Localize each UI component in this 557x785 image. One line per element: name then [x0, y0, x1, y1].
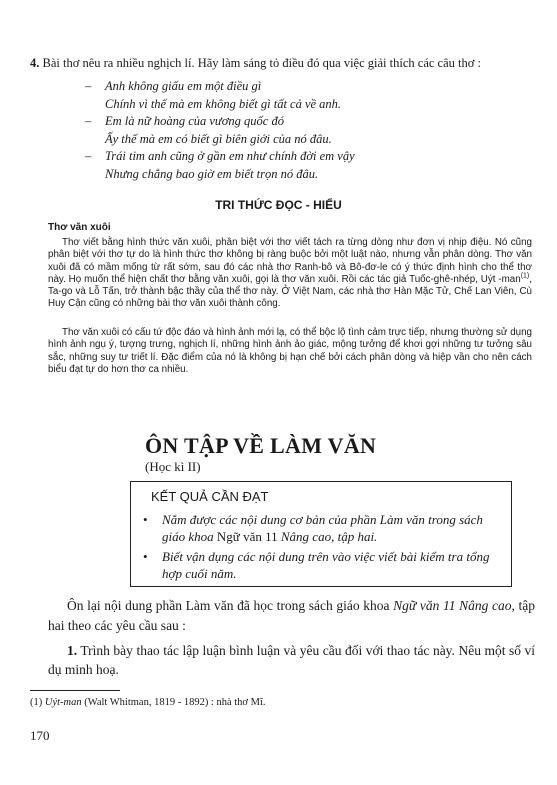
- poem-excerpt: [85, 78, 535, 184]
- semester-label: (Học kì II): [145, 459, 201, 474]
- exercise-1: [48, 641, 535, 679]
- objectives-box: [130, 481, 512, 587]
- poem-line-text: Trái tim anh cũng ở gần em như chính đời em vậy: [105, 149, 355, 164]
- lesson-title: ÔN TẬP VỀ LÀM VĂN: [145, 433, 377, 458]
- book-title: Ngữ văn 11 Nâng cao: [393, 598, 512, 613]
- poem-line: [85, 148, 535, 166]
- footnote-name: Uýt-man: [44, 697, 82, 708]
- poem-line: [105, 96, 535, 114]
- poem-line: [105, 166, 535, 184]
- exercise-text: Trình bày thao tác lập luận bình luận và yêu cầu đối với thao tác này. Nêu một số ví dụ minh hoạ.: [48, 643, 535, 677]
- intro-text: Ôn lại nội dung phần Làm văn đã học trong sách giáo khoa: [67, 598, 394, 613]
- footnote-ref: (1): [520, 272, 530, 280]
- question-number: 4.: [30, 56, 40, 70]
- objective-text: , tập hai.: [331, 529, 378, 544]
- poem-dash: –: [85, 149, 92, 164]
- footnote-text: (Walt Whitman, 1819 - 1892) : nhà thơ Mĩ.: [81, 697, 266, 708]
- poem-line-text: Nhưng chẳng bao giờ em biết trọn nó đâu.: [105, 166, 319, 181]
- objective-text: Nâng cao: [277, 529, 332, 544]
- page-number: 170: [30, 728, 50, 743]
- bullet-icon: •: [143, 549, 148, 564]
- objective-text: Nắm được các nội dung cơ bản của phần Làm văn trong sách giáo khoa: [162, 512, 483, 544]
- intro-text: , tập hai theo các yêu cầu sau :: [48, 598, 535, 633]
- poem-line: [105, 131, 535, 149]
- objectives-title: KẾT QUẢ CẦN ĐẠT: [151, 489, 269, 504]
- objective-item: [143, 548, 503, 582]
- footnote: [30, 697, 266, 708]
- question-4: [30, 55, 535, 72]
- poem-dash: –: [85, 114, 92, 129]
- intro-paragraph: [48, 596, 535, 636]
- poem-dash: –: [85, 79, 92, 93]
- poem-line-text: Anh không giấu em một điều gì: [105, 79, 262, 93]
- poem-line-text: Em là nữ hoàng của vương quốc đó: [105, 114, 284, 129]
- objective-text: Biết vận dụng các nội dung trên vào việc viết bài kiểm tra tổng hợp cuối năm.: [162, 549, 490, 581]
- exercise-number: 1.: [67, 643, 78, 658]
- poem-line-text: Ấy thế mà em có biết gì biên giới của nó đâu.: [105, 131, 332, 146]
- paragraph-2: Thơ văn xuôi có cấu tứ độc đáo và hình ảnh mới lạ, có thể bộc lộ tình cảm trực tiếp, nhưng thường sử dụng hình ảnh ngụ ý, tượng trưng, nghịch lí, những hình ảnh ảo giác, mộng tưởng để khơi gợi những tư tưởng sâu sắc, những suy tư triết lí. Đặc điểm của nó là không bị hạn chế bởi cách phân dòng và hiệp vần cho nên cách biểu đạt tự do hơn thơ ca nhiều.: [48, 327, 532, 375]
- poem-line-text: Chính vì thế mà em không biết gì tất cả về anh.: [105, 96, 342, 111]
- paragraph-text: , Ta-go và Lỗ Tấn, trở thành bậc thầy của thể thơ này. Ở Việt Nam, các nhà thơ Hàn Mặc Tử, Chế Lan Viên, Cù Huy Cận cũng có những bài thơ văn xuôi thành công.: [48, 273, 532, 310]
- footnote-divider: [30, 690, 120, 691]
- subsection-title: Thơ văn xuôi: [48, 222, 111, 233]
- poem-line: [85, 78, 535, 96]
- paragraph-1: [48, 237, 532, 311]
- bullet-icon: •: [143, 512, 148, 527]
- question-text: Bài thơ nêu ra nhiều nghịch lí. Hãy làm sáng tỏ điều đó qua việc giải thích các câu thơ :: [42, 56, 481, 70]
- paragraph-text: Thơ viết bằng hình thức văn xuôi, phân biệt với thơ viết tách ra từng dòng như đơn vị nhịp điệu. Nó cũng phân biệt với thơ tự do là hình thức thơ không bị ràng buộc bởi một luật nào, nhưng vẫn phân dòng. Thơ văn xuôi đã có mầm mống từ rất sớm, sau đó các nhà thơ Ranh-bô và Bô-đơ-le có ý thức định hình cho thể thơ này. Họ muốn thể hiện chất thơ bằng văn xuôi, gọi là thơ văn xuôi. Rồi các tác giả Tuốc-ghê-nhép, Uýt -man: [48, 237, 532, 285]
- objective-item: [143, 511, 503, 545]
- book-title: Ngữ văn 11: [216, 529, 278, 544]
- footnote-marker: (1): [30, 697, 45, 708]
- section-title-tri-thuc: TRI THỨC ĐỌC - HIỂU: [215, 198, 342, 212]
- poem-line: [85, 113, 535, 131]
